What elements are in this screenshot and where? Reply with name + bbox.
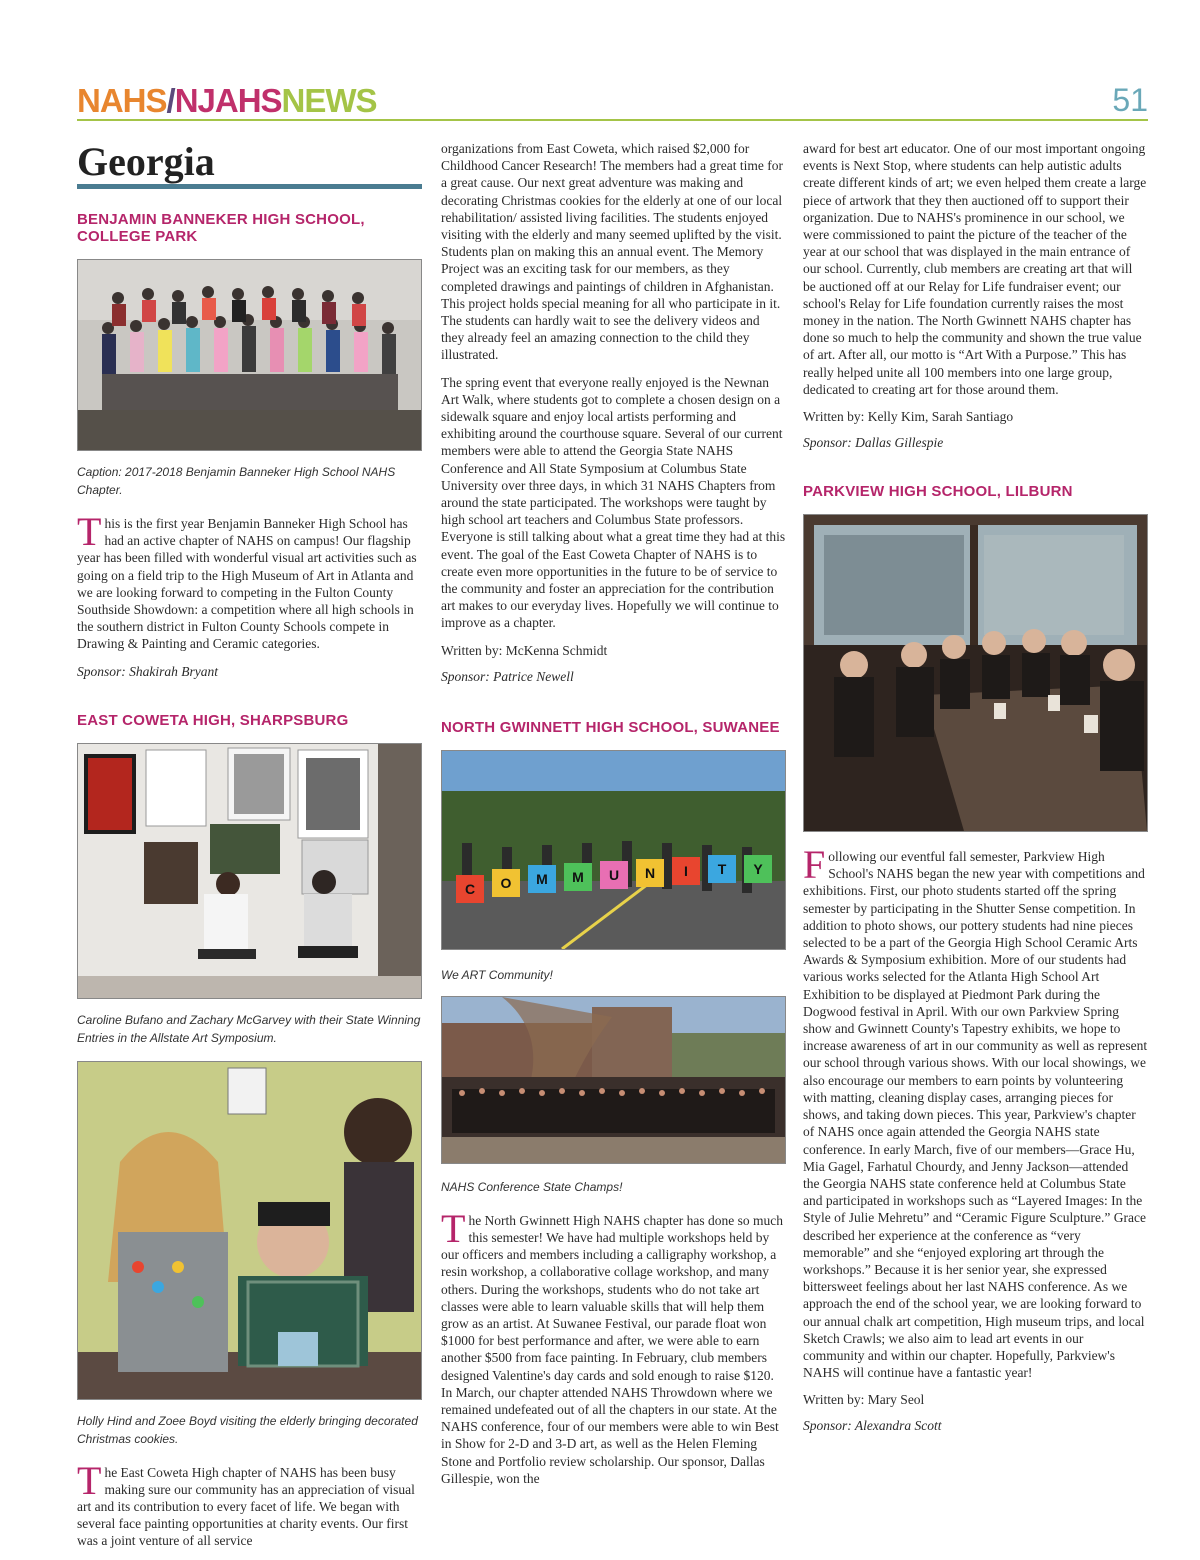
banner-letter-4: M <box>572 868 584 885</box>
dropcap-north-gwinnett: T <box>441 1205 466 1251</box>
article-north-gwinnett-text-1: he North Gwinnett High NAHS chapter has done so much this semester! We have had multiple workshops held by our officers and members including a calligraphy workshop, a resin workshop, a collaborative collage workshop, and many others. During the workshops, students who do not take art classes were able to learn valuable skills that will help them grow as an artist. At Suwanee Festival, our parade float won $1000 for best performance and after, we were able to earn another $500 from face painting. In February, club members designed Valentine's day cards and sold enough to raise $120. In March, our chapter attended NAHS Throwdown where we remained undefeated out of all the chapters in our state. At the NAHS conference, four of our members were able to win Best in Show for 2-D and 3-D art, as well as the Helen Fleming Stone and Portfolio review scholarship. Our sponsor, Dallas Gillespie, won the <box>441 1212 784 1486</box>
banner-letter-6: N <box>644 864 656 881</box>
caption-east-coweta-1: Caroline Bufano and Zachary McGarvey with their State Winning Entries in the Allstate Art Symposium. <box>77 1012 421 1045</box>
article-north-gwinnett-text-2: award for best art educator. One of our most important ongoing events is Next Stop, where students can help autistic adults create different kinds of art; we even helped them create a large piece of artwork that they then auctioned off to support their organization. Due to NAHS's prominence in our school, we were commissioned to paint the picture of the teacher of the year at our school that was displayed in the main entrance of our school. Currently, club members are creating art that will be auctioned off at our Relay for Life fundraiser event; our school's Relay for Life foundation currently raises the most money in the nation. The North Gwinnett NAHS chapter has done so much to help the community and shown the true value of art. After all, our motto is “Art With a Purpose.” This has really helped unite all 100 members into one large group, dedicated to creating art for those around them. <box>803 141 1147 397</box>
written-by-parkview: Written by: Mary Seol <box>803 1392 925 1408</box>
article-parkview-text: ollowing our eventful fall semester, Parkview High School's NAHS began the new year with competitions and exhibitions. First, our photo students started off the spring semester by participating in the Shutter Sense competition. In addition to photo shows, our pottery students had nine pieces selected to be a part of the Georgia High School Ceramic Arts Awards & Symposium exhibition. More of our students had various works selected for the Atlanta High School Art Exhibition to be displayed at Piedmont Park during the Dogwood festival in April. With our own Parkview Spring show and Gwinnett County's Tapestry exhibits, we hope to increase awareness of art in our community as well as represent our school through various shows. With our local showings, we also encourage our members to earn points by volunteering with matting, cleaning display cases, arranging pieces for shows, and taking down pieces. This year, Parkview's chapter of NAHS once again attended the Georgia NAHS state conference. In early March, five of our members—Grace Hu, Mia Gagel, Farhatul Chourdy, and Jenny Jackson—attended the Georgia NAHS state conference held at Columbus State and participated in workshops such as “Layered Images: In the Style of Julie Mehretu” and “Ceramic Figure Sculpture.” Grace described her experience at the conference as “very memorable” and she “enjoyed exploring art through the workshops.” Because it is her senior year, she expressed bittersweet feelings about her last NAHS conference. As we approach the end of the school year, we are looking forward to our annual chalk art competition, High museum trips, and local Sketch Crawls; we also aim to lead art events in our community and within our chapter. Hopefully, Parkview's NAHS will continue have a fantastic year! <box>803 849 1148 1381</box>
school-heading-east-coweta: EAST COWETA HIGH, SHARPSBURG <box>77 711 349 729</box>
photo-north-gwinnett-parade <box>441 750 786 950</box>
column-3 <box>803 140 1148 1434</box>
masthead-news: NEWS <box>281 82 377 119</box>
article-east-coweta-part1 <box>77 1457 422 1550</box>
written-by-north-gwinnett: Written by: Kelly Kim, Sarah Santiago <box>803 409 1014 425</box>
caption-east-coweta-2: Holly Hind and Zoee Boyd visiting the elderly bringing decorated Christmas cookies. <box>77 1413 418 1446</box>
dropcap-banneker: T <box>77 509 102 554</box>
banner-letter-1: C <box>464 880 476 897</box>
header-rule <box>77 119 1148 121</box>
banner-letter-3: M <box>536 870 548 887</box>
article-north-gwinnett-part1 <box>441 1205 786 1487</box>
written-by-east-coweta: Written by: McKenna Schmidt <box>441 642 608 658</box>
masthead <box>77 82 377 120</box>
banner-letter-8: T <box>717 860 727 877</box>
photo-banneker-group <box>77 259 422 451</box>
caption-banneker: Caption: 2017-2018 Benjamin Banneker High School NAHS Chapter. <box>77 465 396 497</box>
article-east-coweta-text-3: The spring event that everyone really enjoyed is the Newnan Art Walk, where students got to complete a chosen design on a sidewalk square and enjoy local artists performing and exhibiting around the courthouse square. Several of our current members were able to attend the Georgia State NAHS Conference and All State Symposium at Columbus State University over three days, in which 31 NAHS Chapters from around the state participated. The workshops were taught by high school art teachers and Columbus State professors. Everyone is still talking about what a great time they had at this event. The goal of the East Coweta Chapter of NAHS is to create even more opportunities in the future to be of service to the community and foster an appreciation for the contribution art makes to our everyday lives. Hopefully we will continue to improve as a chapter. <box>441 374 786 631</box>
banner-letter-7: I <box>684 862 688 879</box>
banner-letter-5: U <box>608 866 620 883</box>
photo-north-gwinnett-conference <box>441 996 786 1164</box>
dropcap-east-coweta: T <box>77 1457 102 1503</box>
sponsor-banneker: Sponsor: Shakirah Bryant <box>77 663 218 679</box>
page-number: 51 <box>1112 82 1148 118</box>
banner-letter-9: Y <box>753 860 763 877</box>
school-heading-north-gwinnett: NORTH GWINNETT HIGH SCHOOL, SUWANEE <box>441 718 780 736</box>
state-title-rule <box>77 184 422 189</box>
school-heading-parkview: PARKVIEW HIGH SCHOOL, LILBURN <box>803 483 1073 501</box>
dropcap-parkview: F <box>803 842 826 888</box>
article-banneker <box>77 509 422 653</box>
state-title: Georgia <box>77 139 215 184</box>
masthead-slash: / <box>166 82 175 119</box>
column-1 <box>77 140 422 1560</box>
masthead-njahs: NJAHS <box>174 82 282 119</box>
photo-parkview-cafe <box>803 514 1148 832</box>
photo-east-coweta-elderly <box>77 1061 422 1400</box>
sponsor-parkview: Sponsor: Alexandra Scott <box>803 1418 942 1434</box>
article-banneker-text: his is the first year Benjamin Banneker High School has had an active chapter of NAHS on campus! Our flagship year has been filled with wonderful visual art activities such as going on a field trip to the High Museum of Art in Atlanta and we are looking forward to competing in the Fulton County Southside Showdown: a competition where all high schools in the southern district in Fulton County Schools compete in Drawing & Painting and Ceramic categories. <box>77 516 417 652</box>
column-2 <box>441 140 786 1497</box>
banner-letter-2: O <box>500 874 512 891</box>
photo-east-coweta-artwork <box>77 743 422 999</box>
article-parkview <box>803 842 1148 1381</box>
article-east-coweta-text-1: he East Coweta High chapter of NAHS has been busy making sure our community has an appreciation of visual art and its contribution to every facet of life. We began with several face painting opportunities at charity events. Our first was a joint venture of all service <box>77 1464 415 1549</box>
school-heading-banneker: BENJAMIN BANNEKER HIGH SCHOOL, COLLEGE PARK <box>77 211 365 245</box>
caption-north-gwinnett-2: NAHS Conference State Champs! <box>441 1179 623 1194</box>
article-east-coweta-text-2: organizations from East Coweta, which raised $2,000 for Childhood Cancer Research! The members had a great time for a great cause. Our next great adventure was making and decorating Christmas cookies for the elderly at one of our local rehabilitation/ assisted living facilities. The students enjoyed visiting with the elderly and many seemed uplifted by the visit. Students plan on making this an annual event. The Memory Project was an exciting task for our members, as they completed drawings and paintings of children in Afghanistan. This project holds special meaning for all who participate in it. The students can hardly wait to see the delivery videos and they already feel an amazing connection to the child they illustrated. <box>441 141 784 363</box>
sponsor-north-gwinnett: Sponsor: Dallas Gillespie <box>803 435 944 451</box>
masthead-nahs: NAHS <box>77 82 167 119</box>
sponsor-east-coweta: Sponsor: Patrice Newell <box>441 668 574 684</box>
caption-north-gwinnett-1: We ART Community! <box>441 967 553 982</box>
